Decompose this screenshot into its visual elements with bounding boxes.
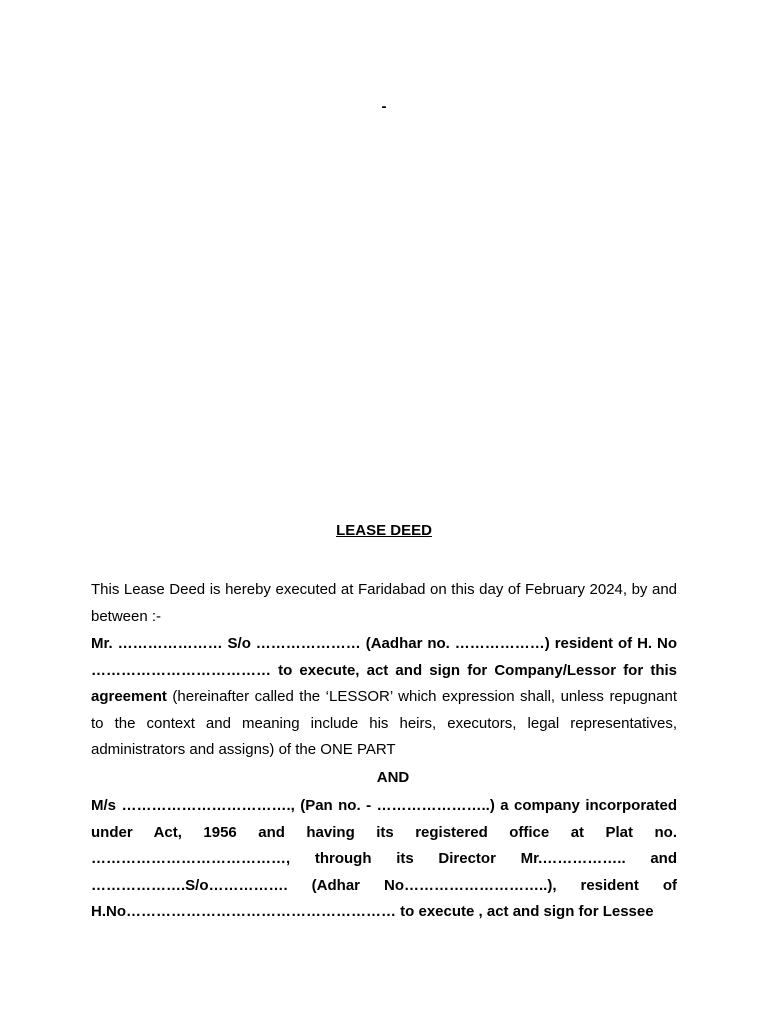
lessee-paragraph: M/s ……………………………., (Pan no. - …………………..) a company incorporated under Act, 1956 and having its registered office at Plat no. …………………………………, through its Director Mr.…………….. and ……………….S/o……………. (Adhar No………………………..), resident of H.No……………………………………………… to execute , act and sign for Lessee [91, 797, 677, 920]
and-conjunction: AND [376, 768, 410, 786]
header-dash: - [381, 98, 387, 115]
document-title: LEASE DEED [336, 522, 432, 539]
lessor-paragraph [91, 631, 677, 764]
lessor-party-details: Mr. ………………… S/o ………………… (Aadhar no. ………………) resident of H. No ……………………………… to execute, act and sign for Company/Lessor for this agreement [91, 635, 677, 705]
lessor-definition-text: (hereinafter called the ‘LESSOR’ which expression shall, unless repugnant to the context and meaning include his heirs, executors, legal representatives, administrators and assigns) of the ONE PART [91, 688, 677, 758]
document-body [91, 577, 677, 926]
intro-paragraph: This Lease Deed is hereby executed at Faridabad on this day of February 2024, by and between :- [91, 581, 677, 625]
